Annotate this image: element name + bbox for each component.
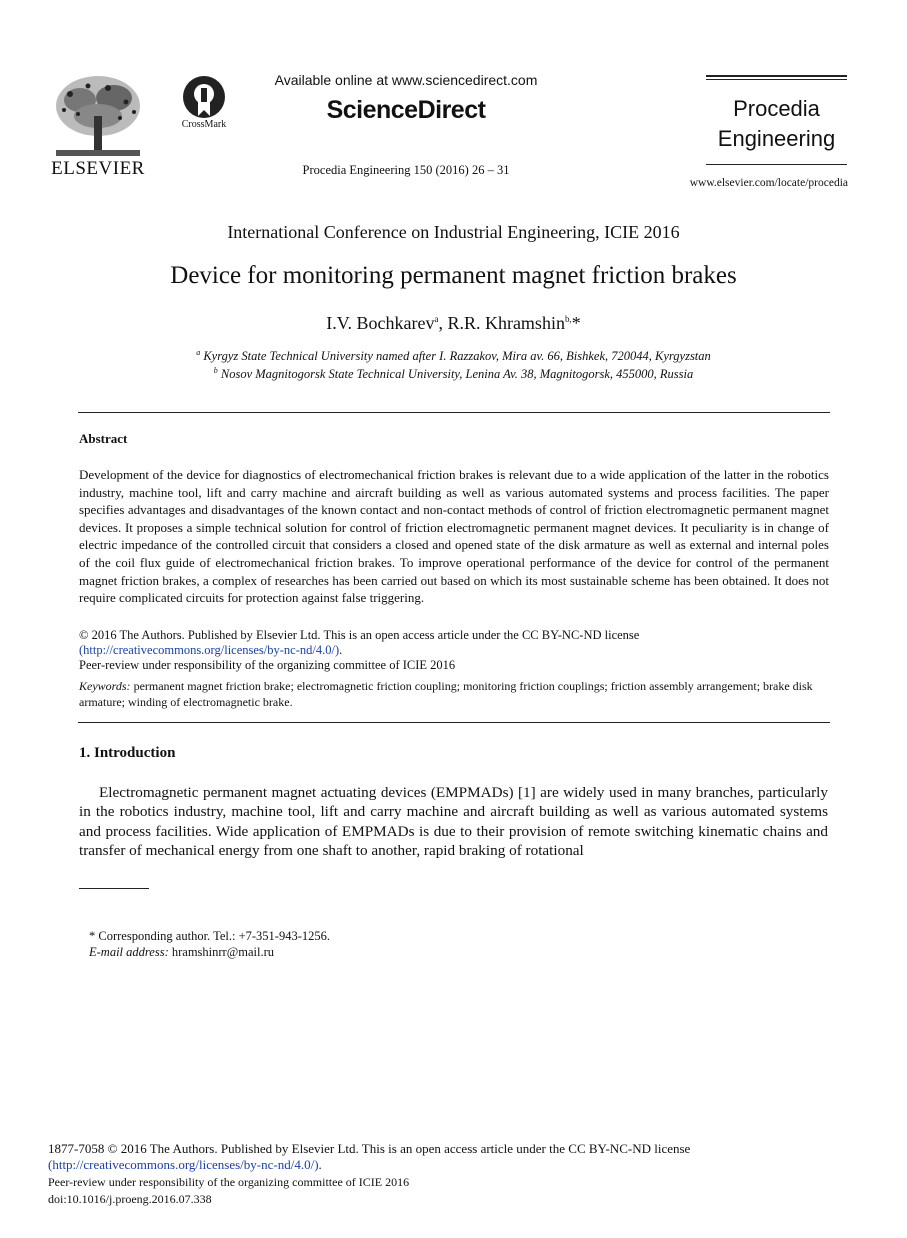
author-2-affil: b,	[564, 314, 572, 324]
keywords-list: permanent magnet friction brake; electromagnetic friction coupling; monitoring friction couplings; friction assembly arrangement; brake disk armature; winding of electromagnetic brake.	[79, 679, 813, 709]
abstract-bottom-rule	[78, 722, 830, 723]
abstract-peer-review: Peer-review under responsibility of the organizing committee of ICIE 2016	[79, 658, 456, 672]
crossmark-logo[interactable]	[176, 74, 232, 134]
available-online-text: Available online at www.sciencedirect.com	[274, 72, 538, 88]
author-1: I.V. Bochkarev	[326, 313, 435, 333]
affiliation-a	[60, 349, 847, 364]
abstract-license	[79, 643, 829, 658]
footer-license	[48, 1157, 848, 1173]
abstract-license-tail: .	[339, 643, 343, 657]
affiliation-a-text: Kyrgyz State Technical University named after I. Razzakov, Mira av. 66, Bishkek, 720044, Kyrgyzstan	[203, 349, 711, 363]
affiliation-b-marker: b	[213, 365, 218, 375]
conference-name: International Conference on Industrial Engineering, ICIE 2016	[227, 222, 680, 242]
footer-issn-license: 1877-7058 © 2016 The Authors. Published by Elsevier Ltd. This is an open access article under the CC BY-NC-ND license	[48, 1141, 691, 1156]
author-2: R.R. Khramshin	[447, 313, 565, 333]
footnote-rule	[79, 888, 149, 889]
abstract-license-link[interactable]: (http://creativecommons.org/licenses/by-nc-nd/4.0/)	[79, 643, 340, 657]
crossmark-label: CrossMark	[181, 119, 227, 130]
footnote-corresponding: * Corresponding author. Tel.: +7-351-943-1256.	[89, 929, 330, 943]
sciencedirect-wordmark: ScienceDirect	[326, 96, 486, 124]
author-list	[60, 313, 847, 334]
author-1-affil: a	[434, 314, 439, 324]
abstract-top-rule	[78, 412, 830, 413]
corresponding-star: *	[571, 313, 581, 333]
abstract-body: Development of the device for diagnostics of electromechanical friction brakes is relevant due to a wide application of the latter in the robotics industry, machine tool, lift and carry machine and aircraft building as well as various automated systems and process facilities. The paper specifies advantages and disadvantages of the known contact and non-contact methods of control of friction electromagnetic permanent magnet devices. It proposes a simple technical solution for control of friction electromagnetic permanent magnet devices. It peculiarity is in change of electric impedance of the controlled circuit that considers a closed and opened state of the disk armature as well as external and internal poles of the coil flux guide of electromechanical friction brakes. To improve operational performance of the device for control of the permanent magnet friction brakes, a complex of researches has been carried out based on which its most sustainable scheme has been obtained. It does not require complicated circuits for protection against false triggering.	[79, 467, 829, 606]
email-address[interactable]: hramshinrr@mail.ru	[168, 945, 274, 959]
elsevier-tree-icon	[50, 72, 146, 158]
introduction-heading: 1. Introduction	[79, 745, 176, 761]
abstract-copyright: © 2016 The Authors. Published by Elsevier Ltd. This is an open access article under the CC BY-NC-ND license	[79, 628, 640, 642]
journal-name	[706, 94, 847, 154]
journal-bottom-rule	[706, 164, 847, 165]
journal-citation: Procedia Engineering 150 (2016) 26 – 31	[302, 163, 510, 177]
abstract-heading: Abstract	[79, 431, 128, 446]
author-separator: ,	[438, 313, 448, 333]
elsevier-logo	[50, 72, 146, 182]
footnote-email	[89, 945, 274, 960]
email-label: E-mail address:	[89, 945, 169, 959]
keywords	[79, 678, 829, 710]
paper-title: Device for monitoring permanent magnet friction brakes	[170, 262, 737, 289]
footer-doi[interactable]: doi:10.1016/j.proeng.2016.07.338	[48, 1192, 212, 1206]
crossmark-icon	[176, 74, 232, 120]
affiliation-b-text: Nosov Magnitogorsk State Technical University, Lenina Av. 38, Magnitogorsk, 455000, Russia	[220, 367, 694, 381]
journal-name-line2: Engineering	[717, 126, 836, 151]
footer-peer-review: Peer-review under responsibility of the organizing committee of ICIE 2016	[48, 1175, 410, 1189]
elsevier-wordmark: ELSEVIER	[51, 158, 145, 179]
footer-license-tail: .	[318, 1157, 322, 1172]
keywords-label: Keywords:	[79, 679, 131, 693]
journal-name-line1: Procedia	[733, 96, 820, 121]
introduction-body: Electromagnetic permanent magnet actuating devices (EMPMADs) [1] are widely used in many branches, particularly in the robotics industry, machine tool, lift and carry machine and aircraft building as well as various automated systems and process facilities. Wide application of EMPMADs is due to their provision of remote switching kinematic chains and transfer of mechanical energy from one shaft to another, rapid braking of rotational	[79, 784, 828, 859]
journal-top-rule-thin	[706, 79, 847, 80]
affiliation-b	[60, 367, 847, 382]
footer-license-link[interactable]: (http://creativecommons.org/licenses/by-nc-nd/4.0/)	[48, 1157, 319, 1172]
journal-top-rule	[706, 75, 847, 77]
journal-url[interactable]: www.elsevier.com/locate/procedia	[689, 177, 848, 189]
affiliation-a-marker: a	[196, 347, 201, 357]
